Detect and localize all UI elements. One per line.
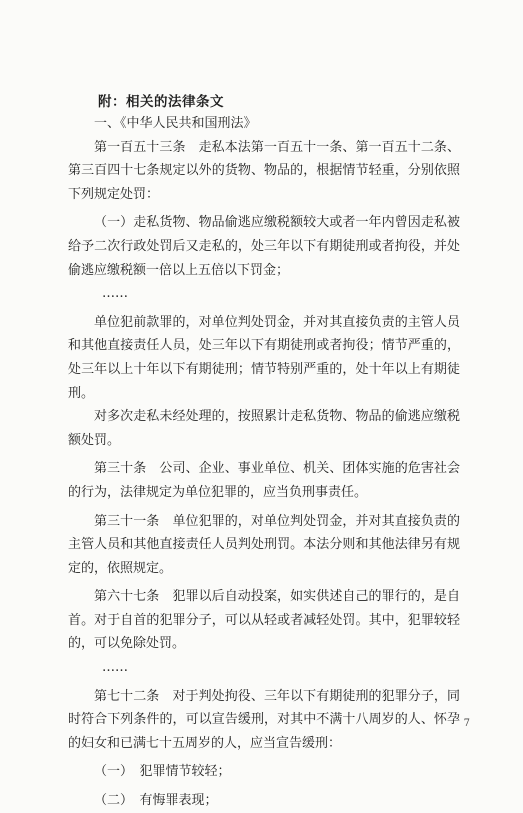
article-153-cumulative: 对多次走私未经处理的，按照累计走私货物、物品的偷逃应缴税额处罚。 [68,409,460,448]
ellipsis: …… [102,286,128,302]
article-30: 第三十条 公司、企业、事业单位、机关、团体实施的危害社会的行为，法律规定为单位犯罪的，应当负刑事责任。 [68,461,460,500]
article-67: 第六十七条 犯罪以后自动投案，如实供述自己的罪行的，是自首。对于自首的犯罪分子，可以从轻或者减轻处罚。其中，犯罪较轻的，可以免除处罚。 [68,589,460,652]
article-153: 第一百五十三条 走私本法第一百五十一条、第一百五十二条、第三百四十七条规定以外的货物、物品的，根据情节轻重，分别依照下列规定处罚： [68,139,460,202]
section-heading: 附：相关的法律条文 [98,94,224,110]
article-31: 第三十一条 单位犯罪的，对单位判处罚金，并对其直接负责的主管人员和其他直接责任人员判处刑罚。本法分则和其他法律另有规定的，依照规定。 [68,513,460,576]
law-text-body [68,112,460,813]
article-72-item-1: （一） 犯罪情节较轻； [94,764,231,780]
article-72: 第七十二条 对于判处拘役、三年以下有期徒刑的犯罪分子，同时符合下列条件的，可以宣告缓刑，对其中不满十八周岁的人、怀孕的妇女和已满七十五周岁的人，应当宣告缓刑： [68,688,460,751]
article-153-unit-crime: 单位犯前款罪的，对单位判处罚金，并对其直接负责的主管人员和其他直接责任人员，处三年以下有期徒刑或者拘役；情节严重的，处三年以上十年以下有期徒刑；情节特别严重的，处十年以上有期徒刑。 [68,314,460,401]
article-153-item-1: （一）走私货物、物品偷逃应缴税额较大或者一年内曾因走私被给予二次行政处罚后又走私的，处三年以下有期徒刑或者拘役，并处偷逃应缴税额一倍以上五倍以下罚金； [68,215,460,278]
ellipsis: …… [102,660,128,676]
page-number: 7 [463,718,470,729]
article-72-item-2: （二） 有悔罪表现； [94,793,218,809]
law-title: 一、《中华人民共和国刑法》 [94,116,257,131]
